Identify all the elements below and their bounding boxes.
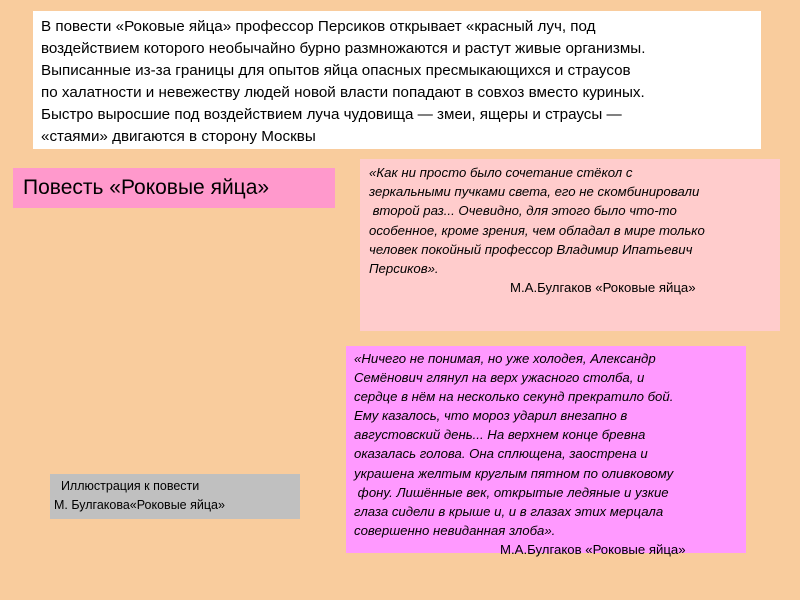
quote-line: совершенно невиданная злоба».	[354, 522, 556, 538]
quote-line: августовский день... На верхнем конце бревна	[354, 427, 646, 443]
quote-line: Персиков».	[369, 261, 439, 277]
quote-line: Семёнович глянул на верх ужасного столба, и	[354, 370, 645, 386]
quote-box-snake	[346, 346, 746, 557]
quote-line: сердце в нём на несколько секунд прекратило бой.	[354, 389, 674, 405]
quote-line: Ему казалось, что мороз ударил внезапно в	[354, 408, 628, 424]
quote-author: М.А.Булгаков «Роковые яйца»	[500, 541, 686, 557]
quote-line: фону. Лишённые век, открытые ледяные и узкие	[354, 484, 669, 500]
summary-line: воздействием которого необычайно бурно размножаются и растут живые организмы.	[41, 40, 646, 57]
quote-line: второй раз... Очевидно, для этого было что-то	[369, 203, 677, 219]
caption-line: М. Булгакова«Роковые яйца»	[54, 498, 225, 512]
quote-line: зеркальными пучками света, его не скомбинировали	[369, 184, 700, 200]
quote-line: украшена желтым круглым пятном по оливковому	[354, 465, 674, 481]
summary-line: Быстро выросшие под воздействием луча чудовища — змеи, ящеры и страусы —	[41, 106, 622, 123]
quote-line: человек покойный профессор Владимир Ипатьевич	[369, 241, 693, 257]
summary-line: В повести «Роковые яйца» профессор Персиков открывает «красный луч, под	[41, 18, 596, 35]
quote-author: М.А.Булгаков «Роковые яйца»	[510, 280, 696, 296]
quote-line: глаза сидели в крыше и, и в глазах этих мерцала	[354, 503, 664, 519]
illustration-caption	[50, 474, 300, 519]
summary-text-box	[33, 11, 761, 149]
slide-title: Повесть «Роковые яйца»	[13, 168, 335, 208]
caption-line: Иллюстрация к повести	[54, 479, 200, 493]
quote-line: оказалась голова. Она сплющена, заострена и	[354, 446, 648, 462]
summary-line: «стаями» двигаются в сторону Москвы	[41, 128, 316, 145]
quote-line: «Как ни просто было сочетание стёкол с	[369, 165, 633, 180]
quote-line: «Ничего не понимая, но уже холодея, Александр	[354, 351, 656, 366]
quote-line: особенное, кроме зрения, чем обладал в мире только	[369, 222, 705, 238]
summary-line: по халатности и невежеству людей новой власти попадают в совхоз вместо куриных.	[41, 84, 645, 101]
summary-line: Выписанные из-за границы для опытов яйца опасных пресмыкающихся и страусов	[41, 62, 631, 79]
quote-box-lens	[360, 159, 780, 331]
